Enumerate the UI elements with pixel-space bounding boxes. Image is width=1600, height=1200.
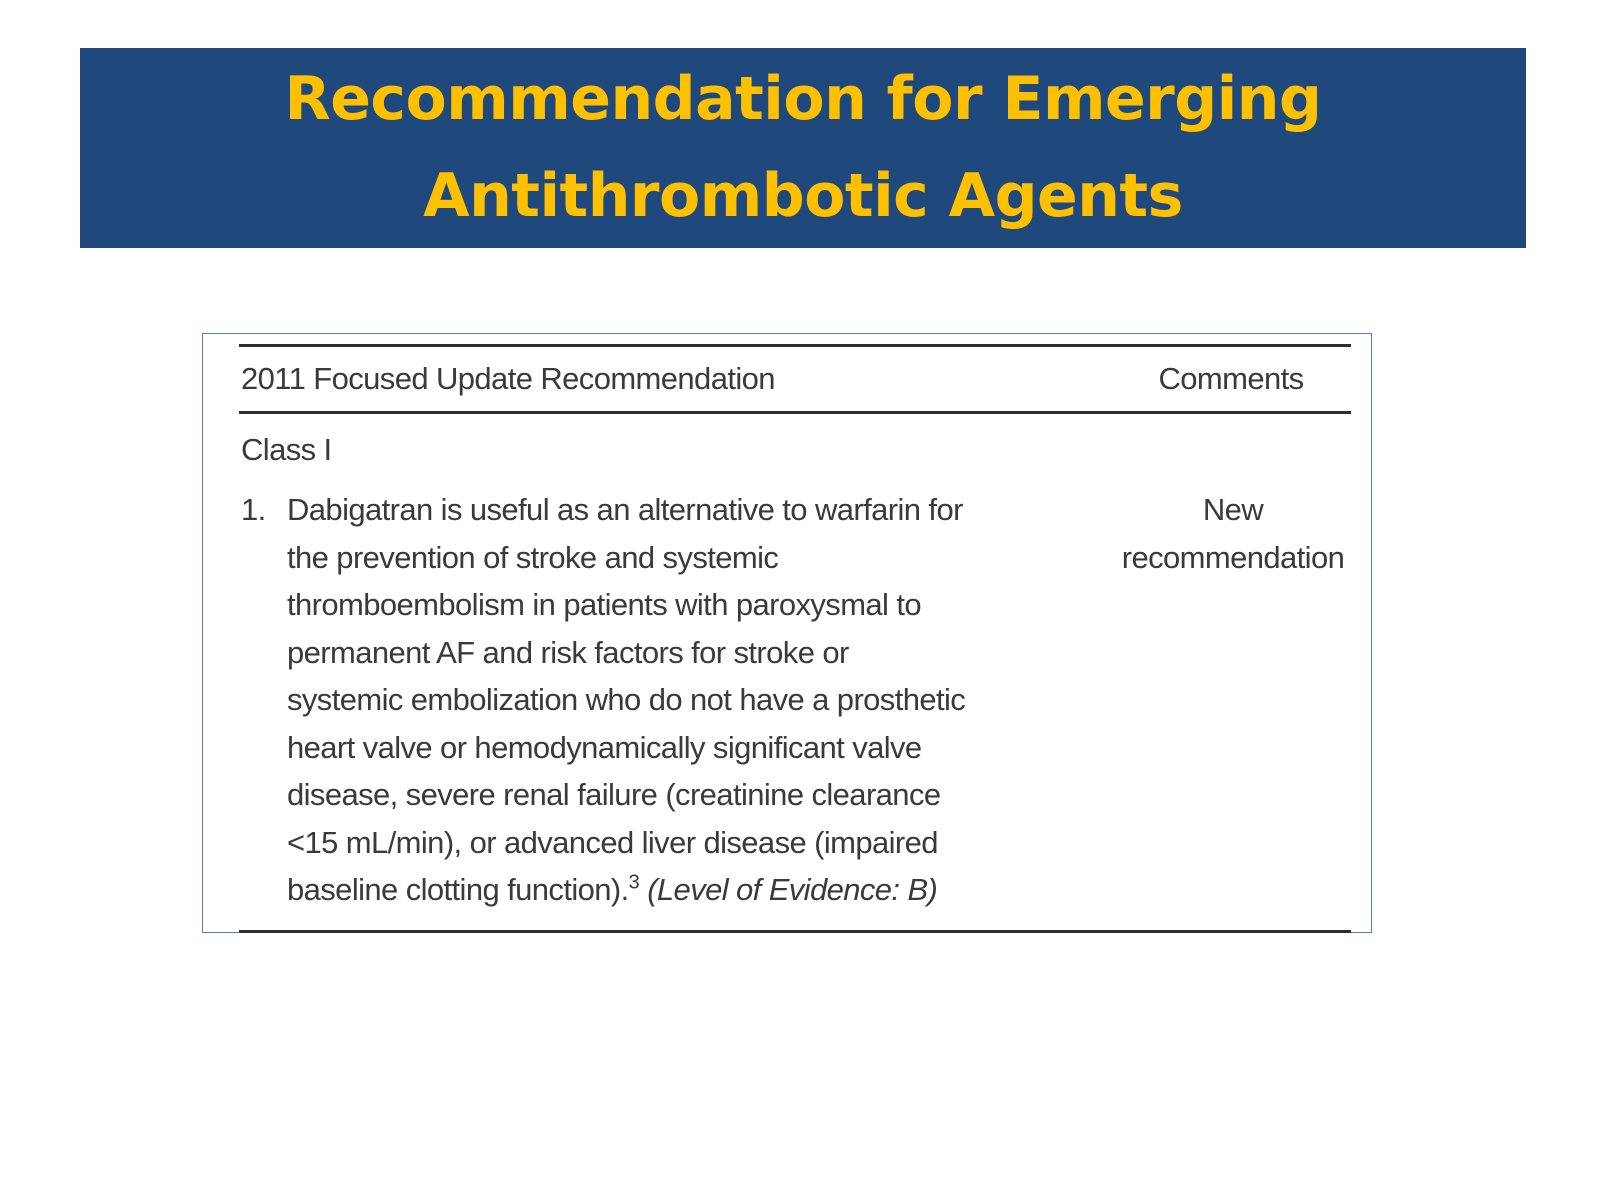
comment-line-2: recommendation [1121, 539, 1345, 575]
recommendation-table [239, 344, 1351, 933]
recommendation-table-frame [202, 333, 1372, 933]
recommendation-number: 1. [241, 492, 266, 527]
recommendation-line-3: thromboembolism in patients with paroxysmal to [287, 587, 922, 622]
recommendation-comment [1115, 486, 1351, 581]
recommendation-line-8: <15 mL/min), or advanced liver disease (impaired [287, 824, 938, 860]
header-recommendation: 2011 Focused Update Recommendation [241, 361, 775, 396]
slide-title-line-1: Recommendation for Emerging [284, 64, 1322, 134]
comment-line-1: New [1202, 492, 1264, 527]
header-comments: Comments [1158, 361, 1304, 396]
title-banner [80, 48, 1526, 248]
reference-superscript: 3 [628, 871, 640, 894]
slide-title-line-2: Antithrombotic Agents [423, 161, 1183, 231]
recommendation-line-5: systemic embolization who do not have a prosthetic [287, 682, 966, 717]
recommendation-line-6: heart valve or hemodynamically significant valve [287, 729, 922, 765]
recommendation-line-9 [287, 866, 1019, 914]
table-header-row [239, 347, 1351, 411]
level-of-evidence: (Level of Evidence: B) [647, 872, 938, 907]
recommendation-line-7: disease, severe renal failure (creatinine clearance [287, 777, 941, 812]
recommendation-line-4: permanent AF and risk factors for stroke or [287, 634, 849, 670]
recommendation-line-1: Dabigatran is useful as an alternative to warfarin for [287, 492, 963, 527]
recommendation-line-2: the prevention of stroke and systemic [287, 539, 779, 575]
recommendation-body [239, 486, 1019, 914]
recommendation-row [239, 486, 1351, 930]
class-label: Class I [241, 432, 332, 467]
recommendation-last-line-text: baseline clotting function). [287, 872, 629, 907]
recommendation-text [287, 486, 1019, 914]
table-bottom-rule [239, 930, 1351, 933]
slide-title [285, 51, 1322, 245]
